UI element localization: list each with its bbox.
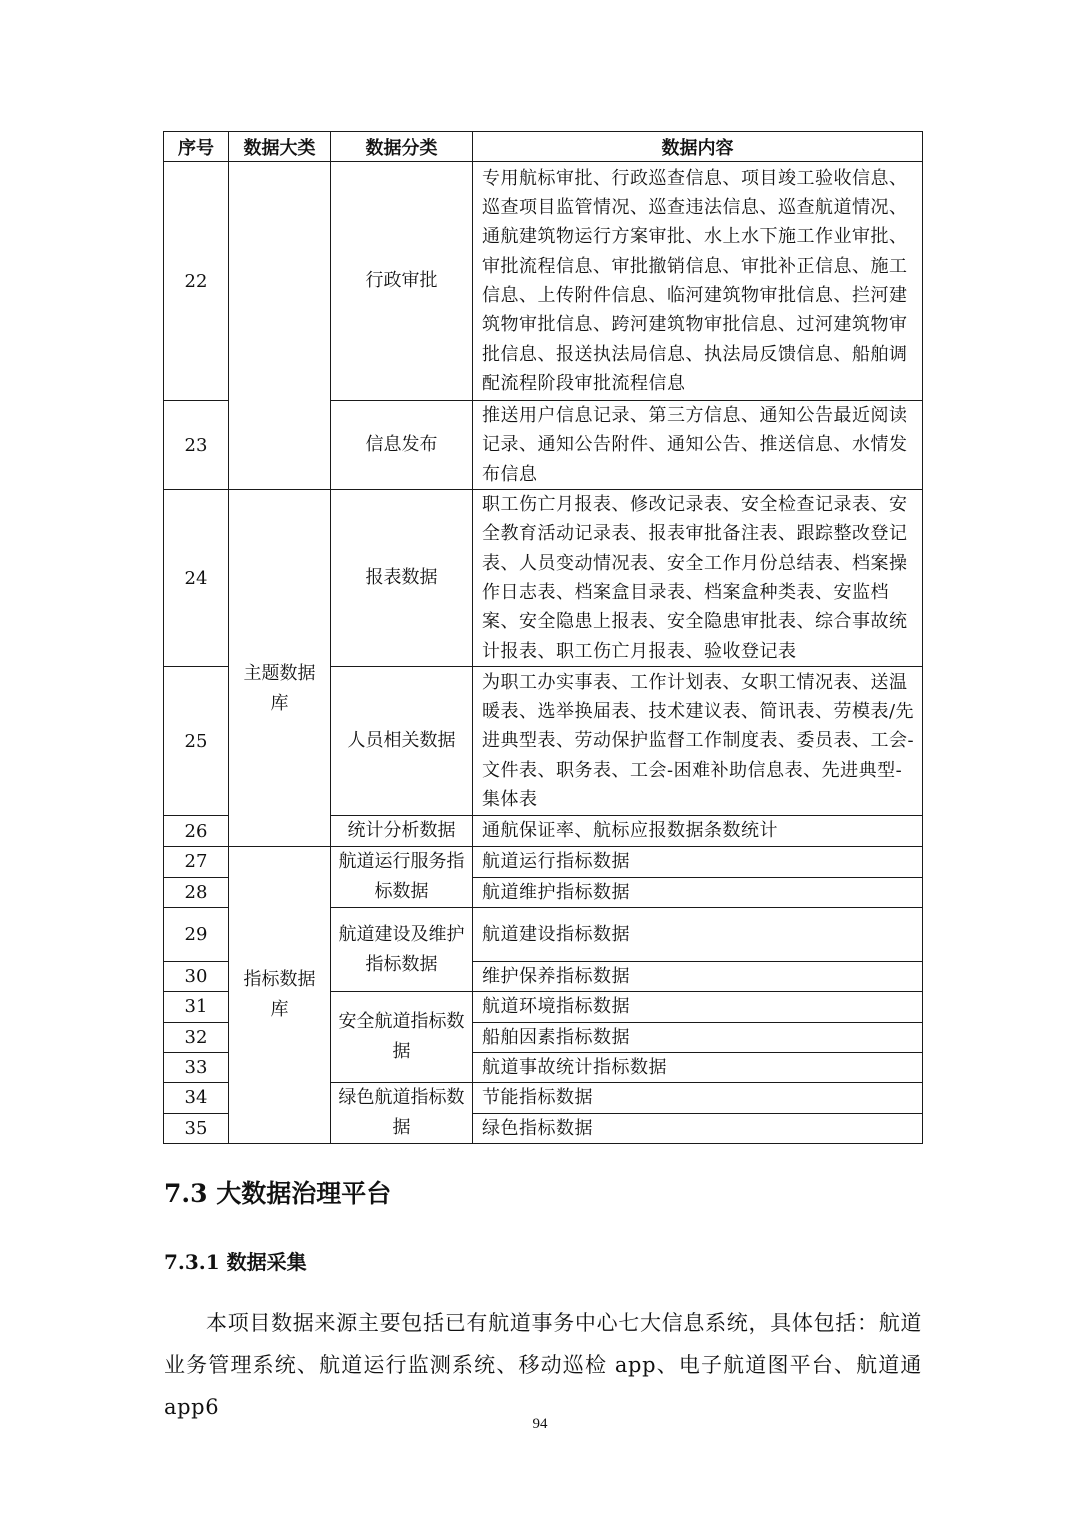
table-header-row [164,132,923,162]
row-content: 通航保证率、航标应报数据条数统计 [473,816,923,847]
row-content: 节能指标数据 [473,1083,923,1114]
row-seq: 23 [164,401,229,490]
row-content: 航道维护指标数据 [473,877,923,908]
row-seq: 26 [164,816,229,847]
header-content: 数据内容 [473,132,923,162]
row-content: 船舶因素指标数据 [473,1022,923,1052]
row-content: 航道环境指标数据 [473,992,923,1022]
row-subcategory: 航道建设及维护指标数据 [331,908,473,992]
row-seq: 22 [164,162,229,401]
row-content: 航道建设指标数据 [473,908,923,962]
row-content: 职工伤亡月报表、修改记录表、安全检查记录表、安全教育活动记录表、报表审批备注表、跟踪整改登记表、人员变动情况表、安全工作月份总结表、档案操作日志表、档案盒目录表、档案盒种类表、安监档案、安全隐患上报表、安全隐患审批表、综合事故统计报表、职工伤亡月报表、验收登记表 [473,490,923,667]
row-seq: 34 [164,1083,229,1114]
row-seq: 33 [164,1052,229,1082]
row-content: 航道运行指标数据 [473,847,923,878]
table-row [164,847,923,878]
row-subcategory: 安全航道指标数据 [331,992,473,1083]
row-subcategory: 统计分析数据 [331,816,473,847]
row-content: 绿色指标数据 [473,1113,923,1144]
table-row [164,162,923,401]
row-content: 专用航标审批、行政巡查信息、项目竣工验收信息、巡查项目监管情况、巡查违法信息、巡查航道情况、通航建筑物运行方案审批、水上水下施工作业审批、审批流程信息、审批撤销信息、审批补正信息、施工信息、上传附件信息、临河建筑物审批信息、拦河建筑物审批信息、跨河建筑物审批信息、过河建筑物审批信息、报送执法局信息、执法局反馈信息、船舶调配流程阶段审批流程信息 [473,162,923,401]
row-seq: 24 [164,490,229,667]
body-paragraph: 本项目数据来源主要包括已有航道事务中心七大信息系统，具体包括：航道业务管理系统、航道运行监测系统、移动巡检 app、电子航道图平台、航道通 app6 [164,1311,922,1419]
category-cell-empty [229,162,331,490]
row-seq: 30 [164,962,229,992]
row-seq: 27 [164,847,229,878]
row-subcategory: 航道运行服务指标数据 [331,847,473,908]
row-content: 推送用户信息记录、第三方信息、通知公告最近阅读记录、通知公告附件、通知公告、推送信息、水情发布信息 [473,401,923,490]
section-heading: 7.3 大数据治理平台 [164,1179,392,1208]
row-content: 航道事故统计指标数据 [473,1052,923,1082]
row-seq: 29 [164,908,229,962]
subsection-heading: 7.3.1 数据采集 [164,1250,307,1274]
row-seq: 31 [164,992,229,1022]
category-label: 指标数据库 [243,969,316,1021]
category-label: 主题数据库 [243,663,316,714]
row-seq: 28 [164,877,229,908]
header-seq: 序号 [164,132,229,162]
data-classification-table [163,131,923,1144]
page-number: 94 [532,1416,548,1432]
row-seq: 35 [164,1113,229,1144]
header-category: 数据大类 [229,132,331,162]
table-row [164,490,923,667]
row-subcategory: 报表数据 [331,490,473,667]
row-subcategory: 绿色航道指标数据 [331,1083,473,1144]
row-subcategory: 人员相关数据 [331,667,473,816]
row-content: 维护保养指标数据 [473,962,923,992]
category-cell [229,490,331,847]
row-subcategory: 信息发布 [331,401,473,490]
category-cell [229,847,331,1144]
row-seq: 25 [164,667,229,816]
row-subcategory: 行政审批 [331,162,473,401]
row-seq: 32 [164,1022,229,1052]
row-content: 为职工办实事表、工作计划表、女职工情况表、送温暖表、选举换届表、技术建议表、简讯表、劳模表/先进典型表、劳动保护监督工作制度表、委员表、工会-文件表、职务表、工会-困难补助信息表、先进典型-集体表 [473,667,923,816]
header-subcategory: 数据分类 [331,132,473,162]
